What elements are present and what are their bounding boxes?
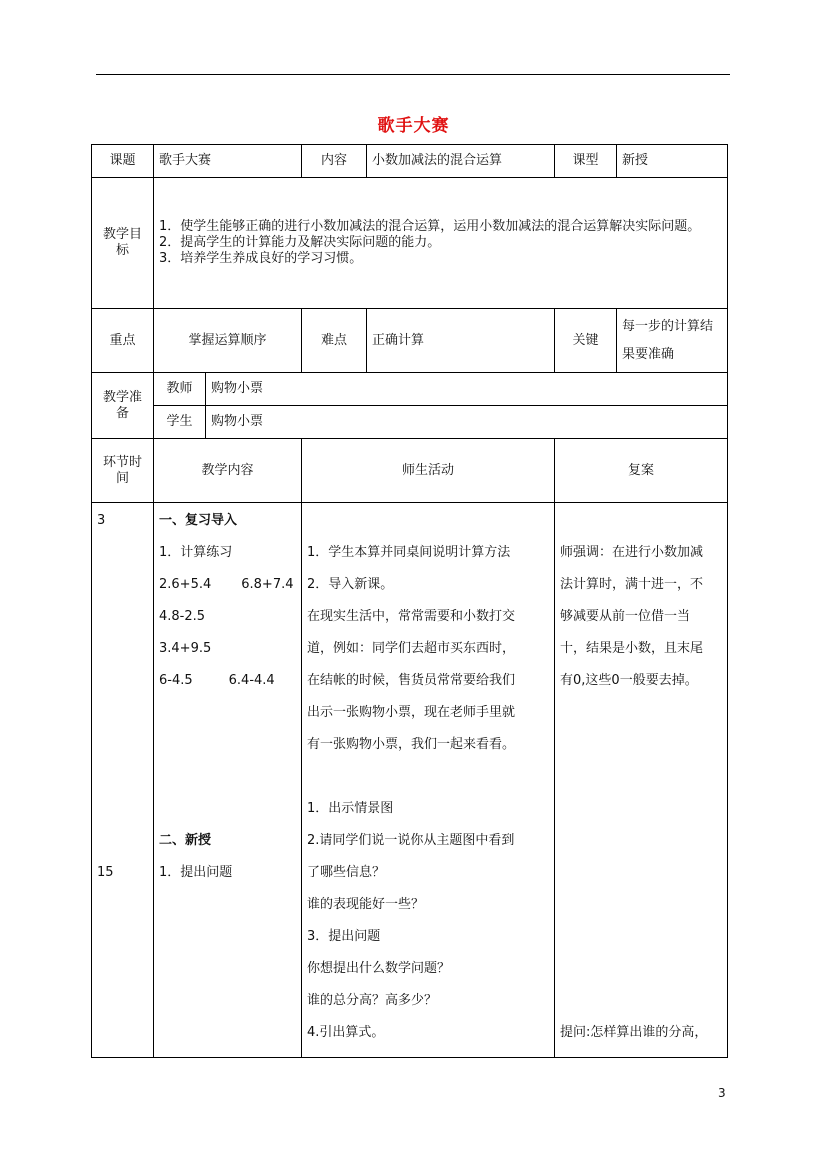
label-goals: 教学目标 <box>92 178 154 309</box>
header-time: 环节时间 <box>92 439 154 503</box>
activity-line: 谁的表现能好一些？ <box>307 897 425 912</box>
goal-item: 1．使学生能够正确的进行小数加减法的混合运算，运用小数加减法的混合运算解决实际问题。 <box>159 219 701 234</box>
goal-item: 3．培养学生养成良好的学习习惯。 <box>159 251 363 266</box>
exercise: 2.6+5.4 <box>159 577 212 592</box>
header-content: 教学内容 <box>154 439 302 503</box>
exercise: 6.8+7.4 <box>241 577 294 592</box>
goals-list <box>154 178 728 309</box>
row-goals <box>92 178 728 309</box>
content-value: 小数加减法的混合运算 <box>367 145 555 178</box>
exercise: 3.4+9.5 <box>159 641 212 656</box>
content-line: 1．计算练习 <box>159 545 233 560</box>
activity-line: 有一张购物小票，我们一起来看看。 <box>307 737 516 752</box>
content-column <box>154 503 302 1058</box>
exercise: 4.8-2.5 <box>159 609 206 624</box>
activity-line: 了哪些信息？ <box>307 865 386 880</box>
notes-line: 提问:怎样算出谁的分高， <box>560 1025 708 1040</box>
notes-line: 有0,这些0一般要去掉。 <box>560 673 698 688</box>
activity-column <box>302 503 555 1058</box>
difficulty-value: 正确计算 <box>367 309 555 373</box>
activity-line <box>307 761 549 793</box>
activity-line: 在结帐的时候，售货员常常要给我们 <box>307 673 516 688</box>
row-topic <box>92 145 728 178</box>
time-column <box>92 503 154 1058</box>
label-prep: 教学准备 <box>92 373 154 439</box>
row-key-points <box>92 309 728 373</box>
activity-line: 1．出示情景图 <box>307 801 394 816</box>
label-type: 课型 <box>555 145 617 178</box>
notes-line: 十，结果是小数，且末尾 <box>560 641 704 656</box>
header-rule <box>96 74 730 75</box>
page-number: 3 <box>718 1086 726 1100</box>
notes-column <box>555 503 728 1058</box>
exercise-line <box>159 569 296 601</box>
activity-line: 出示一张购物小票，现在老师手里就 <box>307 705 516 720</box>
row-column-headers <box>92 439 728 503</box>
type-value: 新授 <box>617 145 728 178</box>
label-topic: 课题 <box>92 145 154 178</box>
row-body <box>92 503 728 1058</box>
page-title: 歌手大赛 <box>377 116 450 136</box>
exercise-line <box>159 665 296 697</box>
notes-line: 师强调：在进行小数加减 <box>560 545 704 560</box>
time-segment-2: 15 <box>97 865 114 880</box>
topic-value: 歌手大赛 <box>154 145 302 178</box>
activity-line: 2.请同学们说一说你从主题图中看到 <box>307 833 515 848</box>
activity-line: 道，例如：同学们去超市买东西时， <box>307 641 516 656</box>
label-key: 关键 <box>555 309 617 373</box>
notes-line: 法计算时，满十进一，不 <box>560 577 704 592</box>
content-line: 1．提出问题 <box>159 865 233 880</box>
label-content: 内容 <box>302 145 367 178</box>
row-prep-student <box>92 406 728 439</box>
header-activity: 师生活动 <box>302 439 555 503</box>
activity-line: 2．导入新课。 <box>307 577 394 592</box>
activity-line: 你想提出什么数学问题？ <box>307 961 451 976</box>
lesson-plan-table <box>91 144 728 1058</box>
activity-line: 3．提出问题 <box>307 929 381 944</box>
section-heading: 一、复习导入 <box>159 513 238 528</box>
exercise: 6-4.5 <box>159 673 193 688</box>
activity-line: 1．学生本算并同桌间说明计算方法 <box>307 545 511 560</box>
focus-value: 掌握运算顺序 <box>154 309 302 373</box>
activity-line: 在现实生活中，常常需要和小数打交 <box>307 609 516 624</box>
section-heading: 二、新授 <box>159 833 212 848</box>
label-student: 学生 <box>154 406 206 439</box>
notes-line: 够减要从前一位借一当 <box>560 609 691 624</box>
label-difficulty: 难点 <box>302 309 367 373</box>
exercise: 6.4-4.4 <box>228 673 275 688</box>
activity-line: 4.引出算式。 <box>307 1025 385 1040</box>
time-segment-1: 3 <box>97 513 106 528</box>
activity-line: 谁的总分高？高多少？ <box>307 993 438 1008</box>
key-value: 每一步的计算结果要准确 <box>617 309 728 373</box>
goal-item: 2．提高学生的计算能力及解决实际问题的能力。 <box>159 235 441 250</box>
label-teacher: 教师 <box>154 373 206 406</box>
teacher-prep-value: 购物小票 <box>206 373 728 406</box>
student-prep-value: 购物小票 <box>206 406 728 439</box>
header-notes: 复案 <box>555 439 728 503</box>
label-focus: 重点 <box>92 309 154 373</box>
row-prep-teacher <box>92 373 728 406</box>
